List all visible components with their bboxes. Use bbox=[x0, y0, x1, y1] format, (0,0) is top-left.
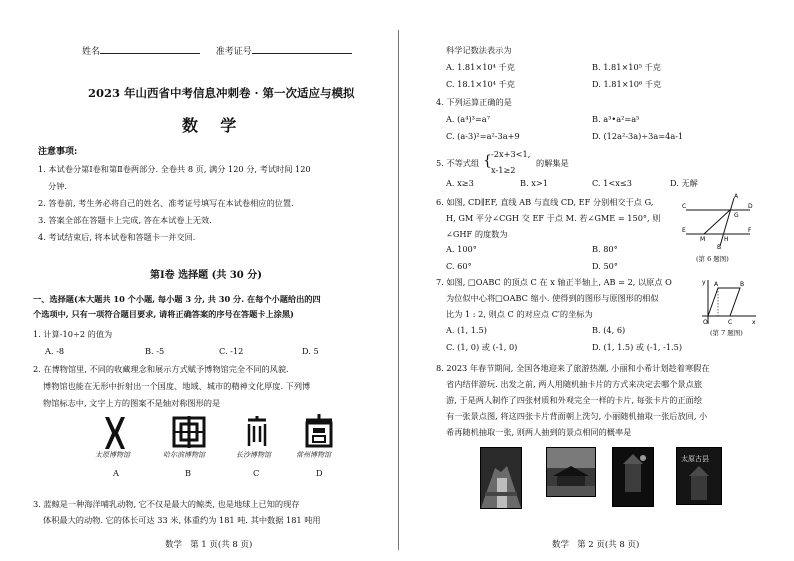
part1-heading-1: 一、选择题(本大题共 10 个小题, 每小题 3 分, 共 30 分. 在每个小题给出的四 bbox=[33, 294, 321, 304]
q4-stem: 4. 下列运算正确的是 bbox=[436, 97, 512, 107]
scenic-card-1 bbox=[480, 447, 522, 509]
q3-option-d: D. 1.81×10⁶ 千克 bbox=[592, 79, 662, 89]
q5-stem-post: 的解集是 bbox=[536, 158, 569, 168]
scenic-card-4-text: 太原古县 bbox=[681, 455, 709, 463]
q6-line-1: 6. 如图, CD∥EF, 直线 AB 与直线 CD, EF 分别相交于点 G, bbox=[436, 197, 654, 207]
q7-label-c: C bbox=[728, 319, 733, 326]
q6-option-b: B. 80° bbox=[592, 244, 618, 254]
q6-option-c: C. 60° bbox=[446, 261, 472, 271]
q8-line-4: 有一张景点图, 将这四张卡片背面朝上洗匀, 小丽随机抽取一张后放回, 小 bbox=[446, 411, 708, 421]
note-1: 1. 本试卷分第Ⅰ卷和第Ⅱ卷两部分. 全卷共 8 页, 满分 120 分, 考试时间 120 bbox=[38, 164, 311, 174]
scenic-card-4 bbox=[676, 447, 722, 505]
q5-option-b: B. x>1 bbox=[520, 178, 548, 188]
q1-option-c: C. -12 bbox=[219, 346, 244, 356]
exam-page-1 bbox=[0, 0, 395, 561]
page-2-footer: 数学 第 2 页(共 8 页) bbox=[552, 540, 640, 550]
q3-option-b: B. 1.81×10⁵ 千克 bbox=[592, 62, 661, 72]
q1-option-a: A. -8 bbox=[45, 346, 65, 356]
q5-system-top: -2x+3<1, bbox=[491, 149, 531, 159]
q6-label-h: H bbox=[724, 236, 729, 243]
scenic-card-3 bbox=[612, 447, 654, 507]
logo-b-letter: B bbox=[185, 468, 192, 478]
scenic-card-2 bbox=[546, 447, 596, 497]
q7-figure bbox=[700, 276, 758, 328]
taiyuan-museum-logo-icon bbox=[104, 416, 126, 450]
q8-line-5: 希再随机抽取一张, 则两人抽到的景点相同的概率是 bbox=[446, 427, 632, 437]
logo-d-letter: D bbox=[316, 468, 323, 478]
q4-option-a: A. (a⁴)³=a⁷ bbox=[446, 114, 490, 124]
exam-page-2 bbox=[400, 0, 794, 561]
q1-option-b: B. -5 bbox=[145, 346, 165, 356]
changzhou-museum-logo-icon bbox=[304, 414, 334, 448]
q6-label-c: C bbox=[682, 203, 687, 210]
note-1-cont: 分钟. bbox=[48, 181, 67, 191]
logo-a-caption: 太原博物馆 bbox=[95, 451, 130, 459]
q2-line-2: 博物馆也能在无形中折射出一个国度、地域、城市的精神文化厚度. 下列博 bbox=[43, 381, 311, 391]
logo-d-caption: 常州博物馆 bbox=[296, 451, 331, 459]
section-title: 第Ⅰ卷 选择题 (共 30 分) bbox=[150, 270, 262, 281]
q6-label-b: B bbox=[717, 244, 722, 250]
q3-cont-line: 科学记数法表示为 bbox=[446, 45, 512, 55]
q6-line-2: H, GM 平分∠CGH 交 EF 于点 M. 若∠GME = 150°, 则 bbox=[446, 213, 661, 223]
q6-label-f: F bbox=[748, 227, 752, 234]
q4-option-b: B. a³•a²=a⁵ bbox=[592, 114, 640, 124]
q7-option-b: B. (4, 6) bbox=[592, 325, 626, 335]
q7-label-a: A bbox=[714, 281, 719, 288]
q3-option-a: A. 1.81×10⁴ 千克 bbox=[446, 62, 515, 72]
q7-option-a: A. (1, 1.5) bbox=[446, 325, 487, 335]
q7-option-d: D. (1, 1.5) 或 (-1, -1.5) bbox=[592, 342, 683, 352]
exam-id-blank[interactable] bbox=[252, 44, 352, 54]
q1-option-d: D. 5 bbox=[302, 346, 319, 356]
q5-stem-pre: 5. 不等式组 bbox=[436, 158, 480, 168]
logo-b-caption: 哈尔滨博物馆 bbox=[163, 451, 205, 459]
page-title: 2023 年山西省中考信息冲刺卷 · 第一次适应与模拟 bbox=[88, 86, 355, 100]
q3-line-1: 3. 蓝鲸是一种海洋哺乳动物, 它不仅是最大的鲸类, 也是地球上已知的现存 bbox=[33, 499, 300, 509]
q5-option-a: A. x≥3 bbox=[446, 178, 474, 188]
logo-c-caption: 长沙博物馆 bbox=[236, 451, 271, 459]
q5-option-c: C. 1<x≤3 bbox=[592, 178, 632, 188]
q5-brace: { bbox=[483, 153, 492, 169]
q2-line-1: 2. 在博物馆里, 不同的收藏理念和展示方式赋予博物馆完全不同的风貌. bbox=[33, 364, 289, 374]
exam-id-label: 准考证号 bbox=[215, 47, 252, 57]
changsha-museum-logo-icon bbox=[246, 416, 268, 448]
logo-c-letter: C bbox=[253, 468, 260, 478]
q7-option-c: C. (1, 0) 或 (-1, 0) bbox=[446, 342, 518, 352]
q7-label-b: B bbox=[740, 281, 745, 288]
part1-heading-2: 个选项中, 只有一项符合题目要求, 请将正确答案的序号在答题卡上涂黑) bbox=[33, 309, 294, 319]
q4-option-d: D. (12a²-3a)÷3a=4a-1 bbox=[592, 131, 684, 141]
name-blank[interactable] bbox=[100, 44, 200, 54]
q1-stem: 1. 计算-10÷2 的值为 bbox=[33, 329, 113, 339]
candidate-info-row bbox=[82, 44, 352, 58]
harbin-museum-logo-icon bbox=[172, 416, 206, 448]
q7-line-3: 比为 1 : 2, 则点 C 的对应点 C′的坐标为 bbox=[446, 309, 593, 319]
q5-system-bottom: x-1≥2 bbox=[491, 165, 516, 175]
q6-option-a: A. 100° bbox=[446, 244, 477, 254]
q6-label-g: G bbox=[734, 212, 739, 219]
q6-figure bbox=[682, 192, 754, 250]
q7-label-y: y bbox=[702, 279, 706, 286]
q8-line-1: 8. 2023 年春节期间, 全国各地迎来了旅游热潮, 小丽和小希计划趁着寒假在 bbox=[436, 363, 710, 373]
q7-line-1: 7. 如图, □OABC 的顶点 C 在 x 轴正半轴上, AB = 2, 以原点 O bbox=[436, 277, 672, 287]
note-4: 4. 考试结束后, 将本试卷和答题卡一并交回. bbox=[38, 232, 196, 242]
q7-line-2: 为位似中心将□OABC 缩小. 使得到的图形与原图形的相似 bbox=[446, 293, 659, 303]
q8-line-3: 游, 于是两人制作了四张材质和外观完全一样的卡片, 每张卡片的正面绘 bbox=[446, 395, 703, 405]
q6-label-m: M bbox=[700, 236, 706, 243]
q6-label-a: A bbox=[734, 193, 739, 200]
q3-line-2: 体积最大的动物. 它的体长可达 33 米, 体重约为 181 吨. 其中数据 181 吨用 bbox=[43, 515, 321, 525]
q7-figure-caption: (第 7 题图) bbox=[710, 329, 743, 337]
q4-option-c: C. (a-3)²=a²-3a+9 bbox=[446, 131, 520, 141]
q6-option-d: D. 50° bbox=[592, 261, 618, 271]
q7-label-x: x bbox=[752, 319, 756, 326]
name-label: 姓名 bbox=[82, 47, 101, 57]
q5-option-d: D. 无解 bbox=[670, 178, 698, 188]
page-divider bbox=[398, 30, 399, 550]
q3-option-c: C. 18.1×10⁴ 千克 bbox=[446, 79, 515, 89]
q6-figure-caption: (第 6 题图) bbox=[696, 255, 729, 263]
note-3: 3. 答案全部在答题卡上完成, 答在本试卷上无效. bbox=[38, 215, 212, 225]
note-2: 2. 答卷前, 考生务必将自己的姓名、准考证号填写在本试卷相应的位置. bbox=[38, 198, 294, 208]
q8-line-2: 省内结伴游玩. 出发之前, 两人用随机抽卡片的方式来决定去哪个景点旅 bbox=[446, 379, 703, 389]
subject-title: 数 学 bbox=[182, 116, 237, 135]
notes-heading: 注意事项: bbox=[38, 147, 78, 157]
logo-a-letter: A bbox=[113, 468, 119, 478]
page-1-footer: 数学 第 1 页(共 8 页) bbox=[165, 540, 253, 550]
q6-line-3: ∠GHF 的度数为 bbox=[446, 229, 508, 239]
q6-label-d: D bbox=[748, 203, 753, 210]
q2-line-3: 物馆标志中, 文字上方的图案不是轴对称图形的是 bbox=[43, 398, 221, 408]
q6-label-e: E bbox=[682, 227, 686, 234]
q7-label-o: O bbox=[703, 319, 708, 326]
